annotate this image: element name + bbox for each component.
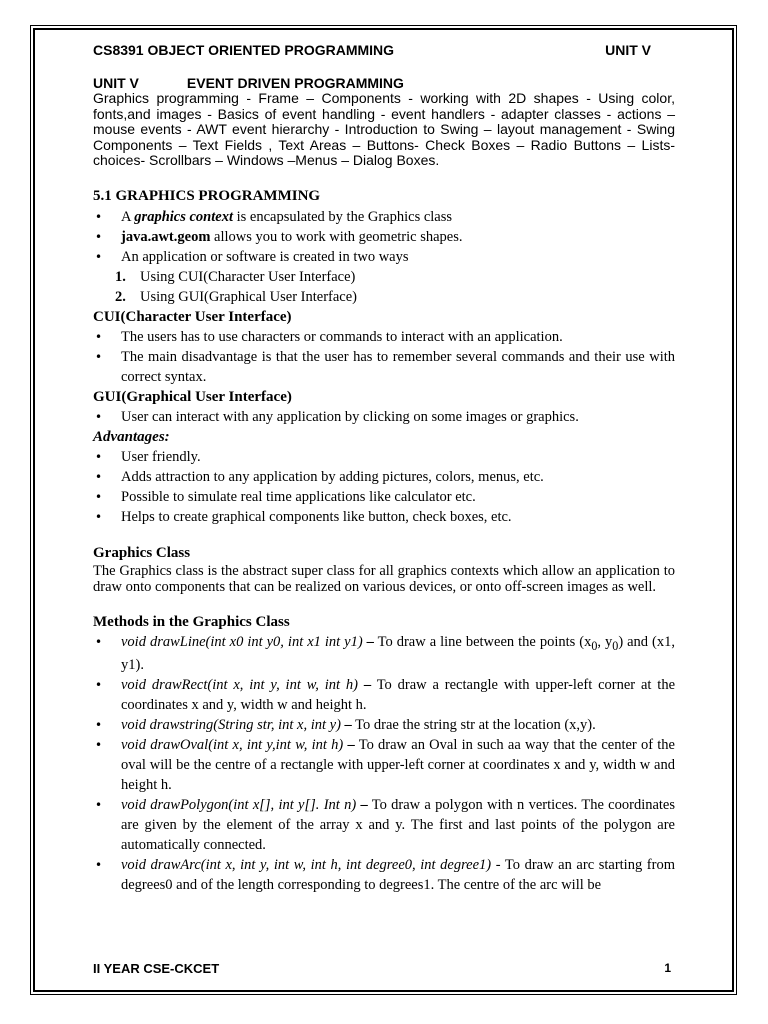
- method-signature: void drawPolygon(int x[], int y[]. Int n): [121, 797, 357, 814]
- unit-syllabus: Graphics programming - Frame – Components - working with 2D shapes - Using color, fonts,and images - Basics of event handling - event handlers - adapter classes - actions – mouse events - AWT event hierarchy - Introduction to Swing – layout management - Swing Components – Text Fields , Text Areas – Buttons- Check Boxes – Radio Buttons – Lists- choices- Scrollbars – Windows –Menus – Dialog Boxes.: [93, 90, 675, 168]
- method-item: • void drawLine(int x0 int y0, int x1 int y1) – To draw a line between the points ($x_0$, $y_0$) and (x1, y1).: [93, 632, 675, 676]
- method-signature: void drawArc(int x, int y, int w, int h, int degree0, int degree1): [121, 857, 492, 874]
- method-signature: void drawOval(int x, int y,int w, int h): [121, 737, 344, 754]
- method-signature: void drawLine(int x0 int y0, int x1 int y1): [121, 633, 363, 650]
- method-signature: void drawstring(String str, int x, int y): [121, 717, 341, 734]
- footer-label: II YEAR CSE-CKCET: [93, 961, 220, 976]
- section-heading-graphics-programming: 5.1 GRAPHICS PROGRAMMING: [93, 187, 321, 204]
- list-item: • Adds attraction to any application by adding pictures, colors, menus, etc.: [93, 467, 675, 487]
- list-item: 2. Using GUI(Graphical User Interface): [115, 288, 357, 305]
- unit-title: [93, 75, 675, 91]
- intro-list: [93, 207, 675, 267]
- package-name: java.awt.geom: [121, 228, 211, 245]
- running-header: [93, 40, 675, 60]
- graphics-class-text: The Graphics class is the abstract super class for all graphics contexts which allow an application to draw onto components that can be realized on various devices, or onto off-screen images as well.: [93, 562, 675, 595]
- course-title: CS8391 OBJECT ORIENTED PROGRAMMING: [93, 42, 395, 58]
- page-footer: [93, 961, 675, 976]
- unit-name: EVENT DRIVEN PROGRAMMING: [186, 75, 404, 91]
- method-item: • void drawstring(String str, int x, int y) – To drae the string str at the location (x,y).: [93, 715, 675, 735]
- graphics-class-heading: Graphics Class: [93, 544, 191, 561]
- advantages-list: [93, 447, 675, 527]
- document-page: [93, 40, 675, 895]
- list-item: • An application or software is created in two ways: [93, 247, 675, 267]
- list-item: • The main disadvantage is that the user has to remember several commands and their use with correct syntax.: [93, 347, 675, 387]
- methods-heading: Methods in the Graphics Class: [93, 613, 290, 630]
- unit-number: UNIT V: [93, 75, 139, 91]
- list-item: 1. Using CUI(Character User Interface): [115, 268, 356, 285]
- list-item: • The users has to use characters or commands to interact with an application.: [93, 327, 675, 347]
- method-item: • void drawRect(int x, int y, int w, int h) – To draw a rectangle with upper-left corner at the coordinates x and y, width w and height h.: [93, 675, 675, 715]
- cui-heading: CUI(Character User Interface): [93, 308, 292, 325]
- list-item: • A graphics context is encapsulated by the Graphics class: [93, 207, 675, 227]
- advantages-heading: Advantages:: [93, 428, 170, 445]
- graphics-context-term: graphics context: [134, 208, 233, 225]
- ways-list: [93, 267, 675, 307]
- gui-list: [93, 407, 675, 427]
- method-item: • void drawPolygon(int x[], int y[]. Int n) – To draw a polygon with n vertices. The coordinates are given by the element of the array x and y. The first and last points of the polygon are automatically connected.: [93, 795, 675, 855]
- method-signature: void drawRect(int x, int y, int w, int h): [121, 677, 359, 694]
- list-item: • User friendly.: [93, 447, 675, 467]
- gui-heading: GUI(Graphical User Interface): [93, 388, 292, 405]
- list-item: • java.awt.geom allows you to work with geometric shapes.: [93, 227, 675, 247]
- methods-list: [93, 632, 675, 896]
- unit-label: UNIT V: [605, 42, 651, 58]
- list-item: • User can interact with any application by clicking on some images or graphics.: [93, 407, 675, 427]
- list-item: • Possible to simulate real time applications like calculator etc.: [93, 487, 675, 507]
- method-item: • void drawOval(int x, int y,int w, int h) – To draw an Oval in such aa way that the center of the oval will be the centre of a rectangle with upper-left corner at coordinates x and y, width w and height h.: [93, 735, 675, 795]
- cui-list: [93, 327, 675, 387]
- method-item: • void drawArc(int x, int y, int w, int h, int degree0, int degree1) - To draw an arc starting from degrees0 and of the length corresponding to degrees1. The centre of the arc will be: [93, 855, 675, 895]
- page-number: 1: [664, 961, 671, 975]
- list-item: • Helps to create graphical components like button, check boxes, etc.: [93, 507, 675, 527]
